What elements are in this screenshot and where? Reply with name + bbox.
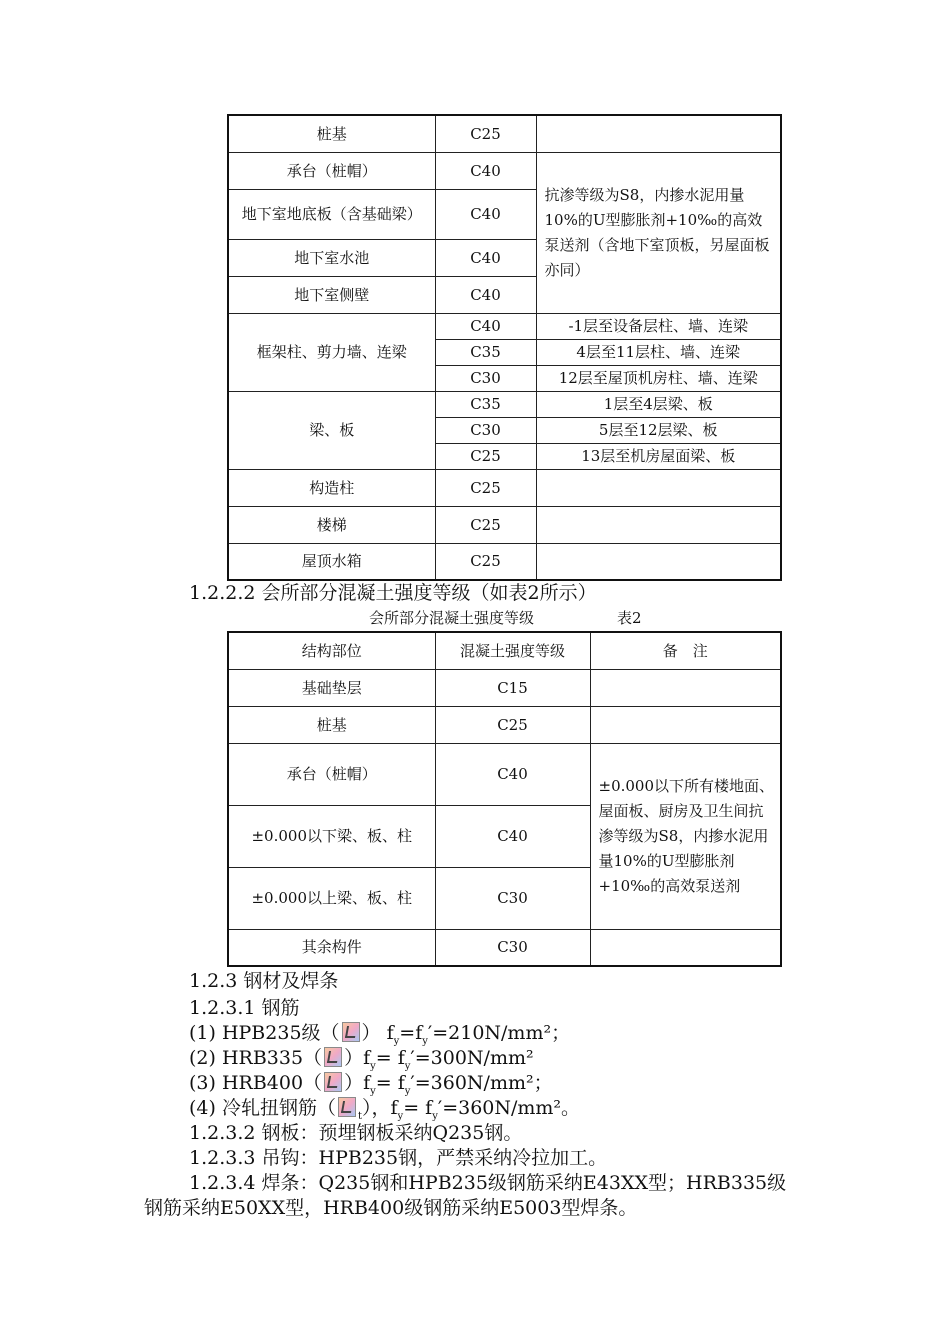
rebar-eq: =f (399, 1022, 423, 1044)
subscript: y (397, 1110, 404, 1122)
table-cell (590, 706, 781, 743)
table-cell: 屋顶水箱 (228, 543, 435, 580)
table-cell: C40 (435, 276, 536, 313)
table-cell: C25 (435, 469, 536, 506)
rebar-eq: = f (375, 1072, 405, 1094)
rebar-label: (4) 冷轧扭钢筋（ (189, 1097, 336, 1119)
rebar-value: =300N/mm² (414, 1047, 534, 1069)
steel-grade-symbol-icon (324, 1072, 342, 1092)
table-cell: 13层至机房屋面梁、板 (536, 443, 781, 469)
table-cell: C40 (435, 743, 590, 805)
table-cell: ±0.000以上梁、板、柱 (228, 867, 435, 929)
table-cell: C40 (435, 189, 536, 239)
table-cell: 4层至11层柱、墙、连梁 (536, 339, 781, 365)
table-cell: C40 (435, 239, 536, 276)
rebar-symbol-close: ） f (361, 1022, 394, 1044)
subscript: y (432, 1110, 438, 1122)
table-cell: 5层至12层梁、板 (536, 417, 781, 443)
table-cell: 构造柱 (228, 469, 435, 506)
table-caption: 会所部分混凝土强度等级 (369, 609, 535, 627)
prime-mark: ′ (410, 1047, 415, 1069)
subscript: t (357, 1110, 362, 1122)
section-1-2-3-3: 1.2.3.3 吊钩：HPB235钢，严禁采纳冷拉加工。 (189, 1147, 608, 1169)
table-cell: C25 (435, 443, 536, 469)
table-cell (536, 506, 781, 543)
table-cell: 基础垫层 (228, 669, 435, 706)
rebar-label: (1) HPB235级（ (189, 1022, 340, 1044)
table-cell: ±0.000以下梁、板、柱 (228, 805, 435, 867)
table-cell: C25 (435, 706, 590, 743)
table-cell: C30 (435, 417, 536, 443)
rebar-eq: = f (403, 1097, 433, 1119)
section-1-2-3-2: 1.2.3.2 钢板：预埋钢板采纳Q235钢。 (189, 1122, 523, 1144)
table-header: 混凝土强度等级 (435, 632, 590, 669)
rebar-symbol-close: ），f (362, 1097, 398, 1119)
table-cell: C35 (435, 339, 536, 365)
table-note-cell: ±0.000以下所有楼地面、屋面板、厨房及卫生间抗渗等级为S8，内掺水泥用量10%的U型膨胀剂+10‰的高效泵送剂 (590, 743, 781, 929)
table-cell: C25 (435, 115, 536, 152)
table-cell: C40 (435, 805, 590, 867)
rebar-value: =210N/mm²； (432, 1022, 571, 1044)
section-heading-1-2-2-2: 1.2.2.2 会所部分混凝土强度等级（如表2所示） (189, 582, 597, 604)
concrete-grade-table-2 (227, 631, 782, 967)
table-cell: C30 (435, 929, 590, 966)
table-cell: 桩基 (228, 115, 435, 152)
table-note-cell: 抗渗等级为S8，内掺水泥用量10%的U型膨胀剂+10‰的高效泵送剂（含地下室顶板，另屋面板亦同） (536, 152, 781, 313)
table-cell: C25 (435, 506, 536, 543)
prime-mark: ′ (427, 1022, 433, 1044)
table-cell (590, 669, 781, 706)
prime-mark: ′ (410, 1072, 415, 1094)
rebar-eq: = f (375, 1047, 405, 1069)
concrete-grade-table-1 (227, 114, 782, 581)
subscript: y (422, 1035, 428, 1047)
rebar-symbol-close: ）f (344, 1047, 371, 1069)
table-cell (536, 115, 781, 152)
table-cell: C40 (435, 152, 536, 189)
table-cell: 框架柱、剪力墙、连梁 (228, 313, 435, 391)
table-cell: C40 (435, 313, 536, 339)
section-1-2-3-4: 1.2.3.4 焊条：Q235钢和HPB235级钢筋采纳E43XX型；HRB335级 (189, 1172, 787, 1194)
table-header: 备 注 (590, 632, 781, 669)
table-cell: -1层至设备层柱、墙、连梁 (536, 313, 781, 339)
table-cell: 地下室地底板（含基础梁） (228, 189, 435, 239)
rebar-label: (3) HRB400（ (189, 1072, 323, 1094)
subscript: y (404, 1060, 411, 1072)
table-header: 结构部位 (228, 632, 435, 669)
section-heading-1-2-3-1: 1.2.3.1 钢筋 (189, 997, 300, 1019)
table-cell: C35 (435, 391, 536, 417)
steel-grade-symbol-icon (338, 1097, 356, 1117)
rebar-label: (2) HRB335（ (189, 1047, 323, 1069)
rebar-value: =360N/mm²。 (442, 1097, 581, 1119)
table-cell: C15 (435, 669, 590, 706)
table-cell: 桩基 (228, 706, 435, 743)
table-cell (536, 469, 781, 506)
table-cell: 12层至屋顶机房柱、墙、连梁 (536, 365, 781, 391)
subscript: y (393, 1035, 400, 1047)
rebar-symbol-close: ）f (344, 1072, 371, 1094)
table-cell: C25 (435, 543, 536, 580)
section-1-2-3-4-continued: 钢筋采纳E50XX型，HRB400级钢筋采纳E5003型焊条。 (144, 1197, 638, 1219)
table-cell: 地下室侧壁 (228, 276, 435, 313)
subscript: y (370, 1085, 376, 1097)
table-cell: 梁、板 (228, 391, 435, 469)
table-cell: 其余构件 (228, 929, 435, 966)
subscript: y (370, 1060, 376, 1072)
rebar-value: =360N/mm²； (414, 1072, 553, 1094)
subscript: y (404, 1085, 411, 1097)
section-heading-1-2-3: 1.2.3 钢材及焊条 (189, 970, 339, 992)
table-cell: 承台（桩帽） (228, 152, 435, 189)
table-cell: 1层至4层梁、板 (536, 391, 781, 417)
table-number: 表2 (617, 609, 642, 627)
steel-grade-symbol-icon (324, 1047, 342, 1067)
steel-grade-symbol-icon (342, 1022, 360, 1042)
table-cell: C30 (435, 365, 536, 391)
table-cell: 地下室水池 (228, 239, 435, 276)
prime-mark: ′ (437, 1097, 443, 1119)
table-cell: 楼梯 (228, 506, 435, 543)
table-cell: 承台（桩帽） (228, 743, 435, 805)
table-cell (590, 929, 781, 966)
table-cell: C30 (435, 867, 590, 929)
table-cell (536, 543, 781, 580)
